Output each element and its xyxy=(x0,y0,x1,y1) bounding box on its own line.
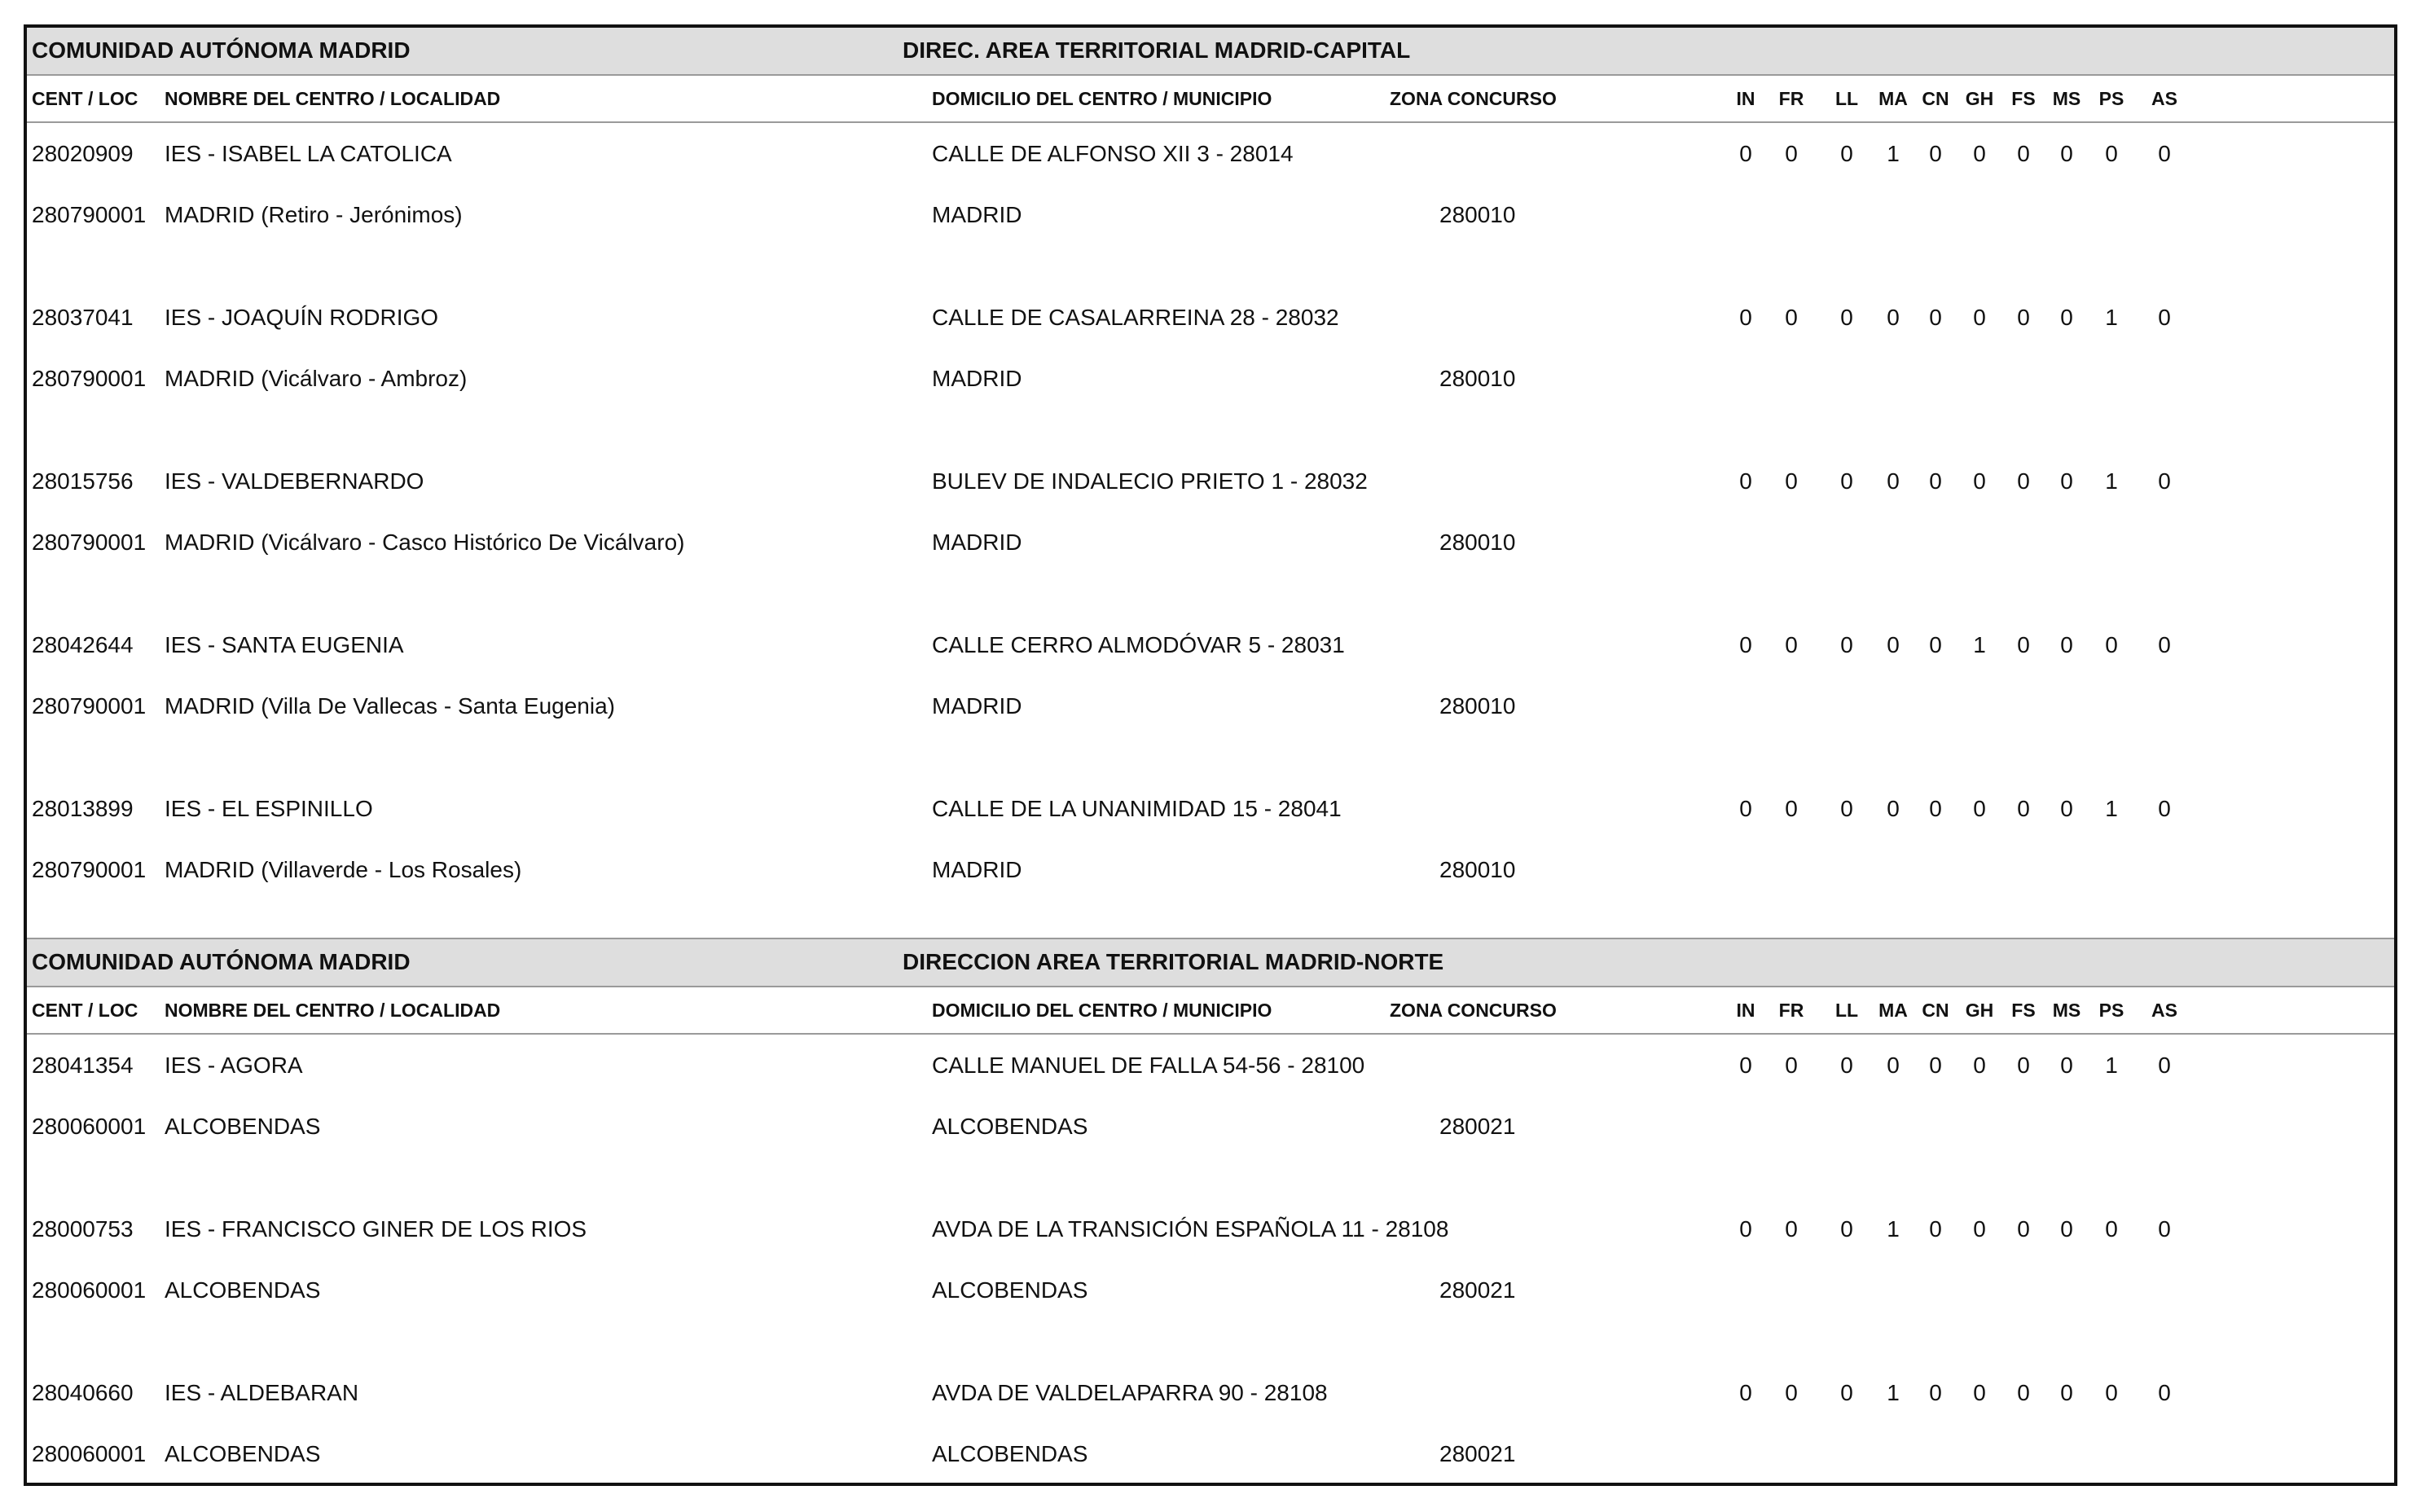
municipality: MADRID xyxy=(932,857,1022,882)
center-name: IES - JOAQUÍN RODRIGO xyxy=(165,305,439,330)
community-title: COMUNIDAD AUTÓNOMA MADRID xyxy=(32,37,411,63)
col-in: IN xyxy=(1736,1000,1755,1021)
col-gh: GH xyxy=(1965,1000,1994,1021)
col-domicilio: DOMICILIO DEL CENTRO / MUNICIPIO xyxy=(932,88,1272,109)
value-in: 0 xyxy=(1739,1216,1752,1242)
value-gh: 0 xyxy=(1973,796,1986,821)
locality-name: MADRID (Vicálvaro - Ambroz) xyxy=(165,366,468,391)
direction-title: DIREC. AREA TERRITORIAL MADRID-CAPITAL xyxy=(903,37,1411,63)
value-gh: 0 xyxy=(1973,1380,1986,1405)
zone-code: 280021 xyxy=(1439,1114,1516,1139)
col-gh: GH xyxy=(1965,88,1994,109)
value-as: 0 xyxy=(2158,796,2171,821)
value-ms: 0 xyxy=(2060,796,2073,821)
col-domicilio: DOMICILIO DEL CENTRO / MUNICIPIO xyxy=(932,1000,1272,1021)
value-ps: 0 xyxy=(2105,1216,2118,1242)
center-address: BULEV DE INDALECIO PRIETO 1 - 28032 xyxy=(932,468,1368,494)
locality-code: 280790001 xyxy=(32,530,147,555)
center-name: IES - FRANCISCO GINER DE LOS RIOS xyxy=(165,1216,587,1242)
locality-name: MADRID (Retiro - Jerónimos) xyxy=(165,202,463,227)
value-ms: 0 xyxy=(2060,305,2073,330)
value-cn: 0 xyxy=(1929,305,1942,330)
center-code: 28040660 xyxy=(32,1380,134,1405)
section-madrid-capital xyxy=(27,28,2394,938)
value-fr: 0 xyxy=(1785,1216,1798,1242)
value-in: 0 xyxy=(1739,141,1752,166)
value-fs: 0 xyxy=(2017,1380,2030,1405)
value-fs: 0 xyxy=(2017,632,2030,657)
col-ma: MA xyxy=(1878,1000,1908,1021)
municipality: ALCOBENDAS xyxy=(932,1441,1088,1466)
value-fr: 0 xyxy=(1785,796,1798,821)
value-as: 0 xyxy=(2158,632,2171,657)
value-gh: 0 xyxy=(1973,468,1986,494)
center-name: IES - EL ESPINILLO xyxy=(165,796,373,821)
value-fr: 0 xyxy=(1785,1380,1798,1405)
center-address: CALLE DE LA UNANIMIDAD 15 - 28041 xyxy=(932,796,1342,821)
center-code: 28041354 xyxy=(32,1053,134,1078)
value-as: 0 xyxy=(2158,141,2171,166)
value-cn: 0 xyxy=(1929,1053,1942,1078)
col-cent-loc: CENT / LOC xyxy=(32,88,138,109)
value-ll: 0 xyxy=(1840,468,1853,494)
zone-code: 280021 xyxy=(1439,1277,1516,1303)
locality-code: 280790001 xyxy=(32,366,147,391)
community-title: COMUNIDAD AUTÓNOMA MADRID xyxy=(32,949,411,974)
value-ma: 1 xyxy=(1887,1380,1900,1405)
center-name: IES - ALDEBARAN xyxy=(165,1380,359,1405)
col-cn: CN xyxy=(1922,88,1949,109)
value-ll: 0 xyxy=(1840,1216,1853,1242)
value-gh: 0 xyxy=(1973,141,1986,166)
value-ps: 1 xyxy=(2105,1053,2118,1078)
col-zona: ZONA CONCURSO xyxy=(1390,88,1557,109)
value-fs: 0 xyxy=(2017,305,2030,330)
center-code: 28020909 xyxy=(32,141,134,166)
value-as: 0 xyxy=(2158,1216,2171,1242)
value-fs: 0 xyxy=(2017,1053,2030,1078)
center-code: 28042644 xyxy=(32,632,134,657)
value-ms: 0 xyxy=(2060,468,2073,494)
value-fs: 0 xyxy=(2017,796,2030,821)
municipality: ALCOBENDAS xyxy=(932,1114,1088,1139)
value-ms: 0 xyxy=(2060,141,2073,166)
value-cn: 0 xyxy=(1929,632,1942,657)
value-gh: 0 xyxy=(1973,1053,1986,1078)
value-fr: 0 xyxy=(1785,141,1798,166)
locality-name: MADRID (Villaverde - Los Rosales) xyxy=(165,857,522,882)
value-ll: 0 xyxy=(1840,632,1853,657)
center-name: IES - AGORA xyxy=(165,1053,303,1078)
municipality: MADRID xyxy=(932,693,1022,719)
col-as: AS xyxy=(2151,88,2177,109)
value-cn: 0 xyxy=(1929,796,1942,821)
value-ll: 0 xyxy=(1840,796,1853,821)
value-cn: 0 xyxy=(1929,1380,1942,1405)
value-gh: 0 xyxy=(1973,1216,1986,1242)
center-code: 28013899 xyxy=(32,796,134,821)
municipality: MADRID xyxy=(932,202,1022,227)
value-in: 0 xyxy=(1739,305,1752,330)
value-in: 0 xyxy=(1739,1380,1752,1405)
column-headers xyxy=(27,987,2394,1035)
value-fr: 0 xyxy=(1785,632,1798,657)
municipality: MADRID xyxy=(932,530,1022,555)
col-cn: CN xyxy=(1922,1000,1949,1021)
value-ma: 0 xyxy=(1887,796,1900,821)
locality-code: 280060001 xyxy=(32,1277,147,1303)
zone-code: 280010 xyxy=(1439,202,1516,227)
col-ms: MS xyxy=(2052,1000,2081,1021)
value-ms: 0 xyxy=(2060,632,2073,657)
municipality: MADRID xyxy=(932,366,1022,391)
value-ps: 1 xyxy=(2105,468,2118,494)
center-address: CALLE CERRO ALMODÓVAR 5 - 28031 xyxy=(932,632,1345,657)
col-cent-loc: CENT / LOC xyxy=(32,1000,138,1021)
col-nombre: NOMBRE DEL CENTRO / LOCALIDAD xyxy=(165,88,501,109)
entries-list xyxy=(27,123,2394,938)
locality-code: 280790001 xyxy=(32,693,147,719)
value-in: 0 xyxy=(1739,1053,1752,1078)
center-code: 28037041 xyxy=(32,305,134,330)
document-frame xyxy=(24,24,2397,1486)
zone-code: 280010 xyxy=(1439,366,1516,391)
value-ps: 1 xyxy=(2105,796,2118,821)
value-as: 0 xyxy=(2158,1380,2171,1405)
locality-name: ALCOBENDAS xyxy=(165,1441,321,1466)
value-fs: 0 xyxy=(2017,141,2030,166)
value-fr: 0 xyxy=(1785,305,1798,330)
value-ll: 0 xyxy=(1840,305,1853,330)
value-ma: 1 xyxy=(1887,1216,1900,1242)
value-ll: 0 xyxy=(1840,1053,1853,1078)
col-ma: MA xyxy=(1878,88,1908,109)
value-in: 0 xyxy=(1739,796,1752,821)
center-name: IES - ISABEL LA CATOLICA xyxy=(165,141,452,166)
locality-code: 280790001 xyxy=(32,857,147,882)
center-name: IES - SANTA EUGENIA xyxy=(165,632,404,657)
value-gh: 0 xyxy=(1973,305,1986,330)
section-header xyxy=(27,28,2394,76)
col-ps: PS xyxy=(2098,88,2124,109)
value-ps: 0 xyxy=(2105,1380,2118,1405)
section-madrid-norte xyxy=(27,938,2394,1486)
value-ms: 0 xyxy=(2060,1053,2073,1078)
column-headers xyxy=(27,76,2394,123)
center-address: CALLE DE CASALARREINA 28 - 28032 xyxy=(932,305,1339,330)
value-ps: 1 xyxy=(2105,305,2118,330)
center-name: IES - VALDEBERNARDO xyxy=(165,468,424,494)
col-zona: ZONA CONCURSO xyxy=(1390,1000,1557,1021)
center-address: CALLE DE ALFONSO XII 3 - 28014 xyxy=(932,141,1294,166)
value-ps: 0 xyxy=(2105,141,2118,166)
value-ll: 0 xyxy=(1840,1380,1853,1405)
value-ms: 0 xyxy=(2060,1216,2073,1242)
col-fs: FS xyxy=(2011,88,2036,109)
entries-list xyxy=(27,1035,2394,1486)
value-in: 0 xyxy=(1739,468,1752,494)
value-ma: 0 xyxy=(1887,305,1900,330)
locality-code: 280790001 xyxy=(32,202,147,227)
locality-name: MADRID (Villa De Vallecas - Santa Eugenia) xyxy=(165,693,615,719)
col-fs: FS xyxy=(2011,1000,2036,1021)
value-ll: 0 xyxy=(1840,141,1853,166)
value-as: 0 xyxy=(2158,1053,2171,1078)
locality-name: ALCOBENDAS xyxy=(165,1277,321,1303)
center-address: AVDA DE LA TRANSICIÓN ESPAÑOLA 11 - 28108 xyxy=(932,1216,1449,1242)
center-address: CALLE MANUEL DE FALLA 54-56 - 28100 xyxy=(932,1053,1365,1078)
col-as: AS xyxy=(2151,1000,2177,1021)
value-ma: 1 xyxy=(1887,141,1900,166)
value-fr: 0 xyxy=(1785,1053,1798,1078)
center-address: AVDA DE VALDELAPARRA 90 - 28108 xyxy=(932,1380,1328,1405)
col-nombre: NOMBRE DEL CENTRO / LOCALIDAD xyxy=(165,1000,501,1021)
municipality: ALCOBENDAS xyxy=(932,1277,1088,1303)
value-as: 0 xyxy=(2158,468,2171,494)
center-code: 28000753 xyxy=(32,1216,134,1242)
value-fs: 0 xyxy=(2017,1216,2030,1242)
col-fr: FR xyxy=(1778,88,1804,109)
col-ps: PS xyxy=(2098,1000,2124,1021)
value-ma: 0 xyxy=(1887,468,1900,494)
value-ma: 0 xyxy=(1887,1053,1900,1078)
value-fs: 0 xyxy=(2017,468,2030,494)
value-ps: 0 xyxy=(2105,632,2118,657)
value-cn: 0 xyxy=(1929,468,1942,494)
value-cn: 0 xyxy=(1929,141,1942,166)
value-gh: 1 xyxy=(1973,632,1986,657)
locality-name: MADRID (Vicálvaro - Casco Histórico De Vicálvaro) xyxy=(165,530,685,555)
zone-code: 280010 xyxy=(1439,530,1516,555)
center-code: 28015756 xyxy=(32,468,134,494)
col-ll: LL xyxy=(1834,88,1859,109)
value-ma: 0 xyxy=(1887,632,1900,657)
value-as: 0 xyxy=(2158,305,2171,330)
section-header xyxy=(27,939,2394,987)
direction-title: DIRECCION AREA TERRITORIAL MADRID-NORTE xyxy=(903,949,1444,974)
col-in: IN xyxy=(1736,88,1755,109)
value-cn: 0 xyxy=(1929,1216,1942,1242)
zone-code: 280010 xyxy=(1439,693,1516,719)
value-fr: 0 xyxy=(1785,468,1798,494)
zone-code: 280010 xyxy=(1439,857,1516,882)
zone-code: 280021 xyxy=(1439,1441,1516,1466)
value-ms: 0 xyxy=(2060,1380,2073,1405)
col-ms: MS xyxy=(2052,88,2081,109)
value-in: 0 xyxy=(1739,632,1752,657)
col-fr: FR xyxy=(1778,1000,1804,1021)
locality-name: ALCOBENDAS xyxy=(165,1114,321,1139)
col-ll: LL xyxy=(1834,1000,1859,1021)
locality-code: 280060001 xyxy=(32,1114,147,1139)
locality-code: 280060001 xyxy=(32,1441,147,1466)
